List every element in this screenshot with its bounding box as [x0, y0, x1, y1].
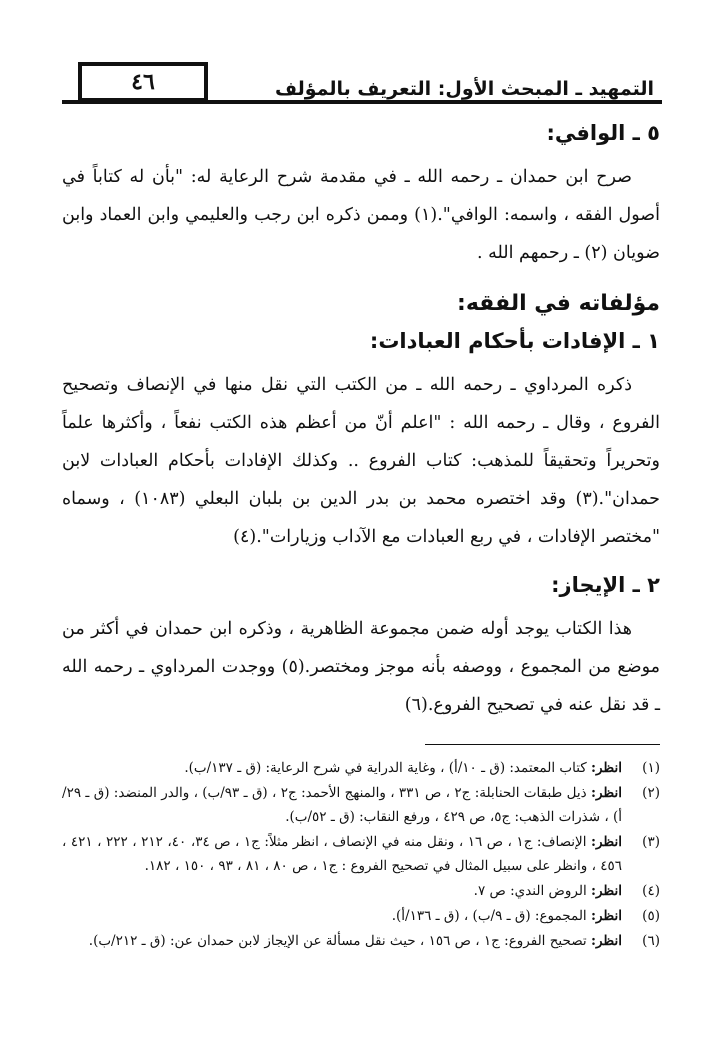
footnote-body: الإنصاف: ج١ ، ص ١٦ ، ونقل منه في الإنصاف ، انظر مثلاً: ج١ ، ص ٣٤، ٤٠، ٢١٢ ، ٢٢٢ ، ٤٢١ ، ٤٥٦ ، وانظر على سبيل المثال في تصحيح الفروع : ج١ ، ص ٨٠ ، ٨١ ، ٩٣ ، ١٥٠ ، ١٨٢. [62, 834, 622, 874]
footnote [62, 830, 660, 878]
footnote [62, 904, 660, 928]
footnote-text [62, 756, 622, 780]
footnote [62, 756, 660, 780]
page-number: ٤٦ [131, 69, 155, 95]
footnote-text [62, 879, 622, 903]
footnote-lead: انظر: [590, 908, 622, 924]
footnote-body: الروض الندي: ص ٧. [473, 883, 591, 899]
footnote [62, 781, 660, 829]
footnote-separator [425, 744, 660, 745]
footnote-lead: انظر: [591, 785, 623, 801]
heading-fiqh-works: مؤلفاته في الفقه: [457, 291, 660, 316]
page-number-box [78, 62, 208, 102]
footnote-number: (٦) [642, 933, 660, 949]
paragraph-wafi: صرح ابن حمدان ـ رحمه الله ـ في مقدمة شرح الرعاية له: "بأن له كتاباً في أصول الفقه ، واسمه: الوافي".(١) وممن ذكره ابن رجب والعليمي وابن العماد وابن ضويان (٢) ـ رحمهم الله . [62, 167, 660, 263]
heading-wafi: ٥ ـ الوافي: [546, 121, 660, 145]
footnote-body: تصحيح الفروع: ج١ ، ص ١٥٦ ، حيث نقل مسألة عن الإيجاز لابن حمدان عن: (ق ـ ٢١٢/ب). [88, 933, 591, 949]
paragraph-ifadat: ذكره المرداوي ـ رحمه الله ـ من الكتب التي نقل منها في الإنصاف وتصحيح الفروع ، وقال ـ رحمه الله : "اعلم أنّ من أعظم هذه الكتب نفعاً ، وأكثرها علماً وتحريراً وتحقيقاً للمذهب: كتاب الفروع .. وكذلك الإفادات بأحكام العبادات لابن حمدان".(٣) وقد اختصره محمد بن بدر الدين بن بلبان البعلي (١٠٨٣) ، وسماه "مختصر الإفادات ، في ربع العبادات مع الآداب وزيارات".(٤) [62, 375, 660, 547]
heading-ifadat: ١ ـ الإفادات بأحكام العبادات: [369, 329, 660, 353]
footnote-number: (٢) [642, 785, 660, 801]
heading-ijaz: ٢ ـ الإيجاز: [551, 573, 660, 597]
footnote-body: ذيل طبقات الحنابلة: ج٢ ، ص ٣٣١ ، والمنهج الأحمد: ج٢ ، (ق ـ ٩٣/ب) ، والدر المنضد: (ق ـ ٢٩/أ) ، شذرات الذهب: ج٥، ص ٤٢٩ ، ورفع النقاب: (ق ـ ٥٢/ب). [62, 785, 622, 825]
footnote-body: المجموع: (ق ـ ٩/ب) ، (ق ـ ١٣٦/أ). [391, 908, 591, 924]
footnote-body: كتاب المعتمد: (ق ـ ١٠/أ) ، وغاية الدراية في شرح الرعاية: (ق ـ ١٣٧/ب). [184, 760, 591, 776]
footnote-text [62, 830, 622, 878]
footnote-lead: انظر: [590, 834, 622, 850]
footnote-lead: انظر: [590, 760, 622, 776]
footnote-lead: انظر: [590, 883, 622, 899]
footnote-text [62, 781, 622, 829]
header-rule [62, 100, 662, 104]
footnote-lead: انظر: [590, 933, 622, 949]
footnote-number: (٣) [642, 834, 660, 850]
footnote [62, 929, 660, 953]
footnote-text [62, 929, 622, 953]
footnotes [62, 756, 660, 954]
footnote-number: (٤) [642, 883, 660, 899]
running-title: التمهيد ـ المبحث الأول: التعريف بالمؤلف [274, 78, 654, 100]
footnote-text [62, 904, 622, 928]
section-gap [62, 556, 660, 570]
footnote [62, 879, 660, 903]
page-header [62, 56, 662, 106]
main-text [62, 118, 660, 724]
footnote-number: (٥) [642, 908, 660, 924]
footnote-number: (١) [642, 760, 660, 776]
paragraph-ijaz: هذا الكتاب يوجد أوله ضمن مجموعة الظاهرية ، وذكره ابن حمدان في أكثر من موضع من المجموع ، ووصفه بأنه موجز ومختصر.(٥) ووجدت المرداوي ـ رحمه الله ـ قد نقل عنه في تصحيح الفروع.(٦) [62, 619, 661, 715]
